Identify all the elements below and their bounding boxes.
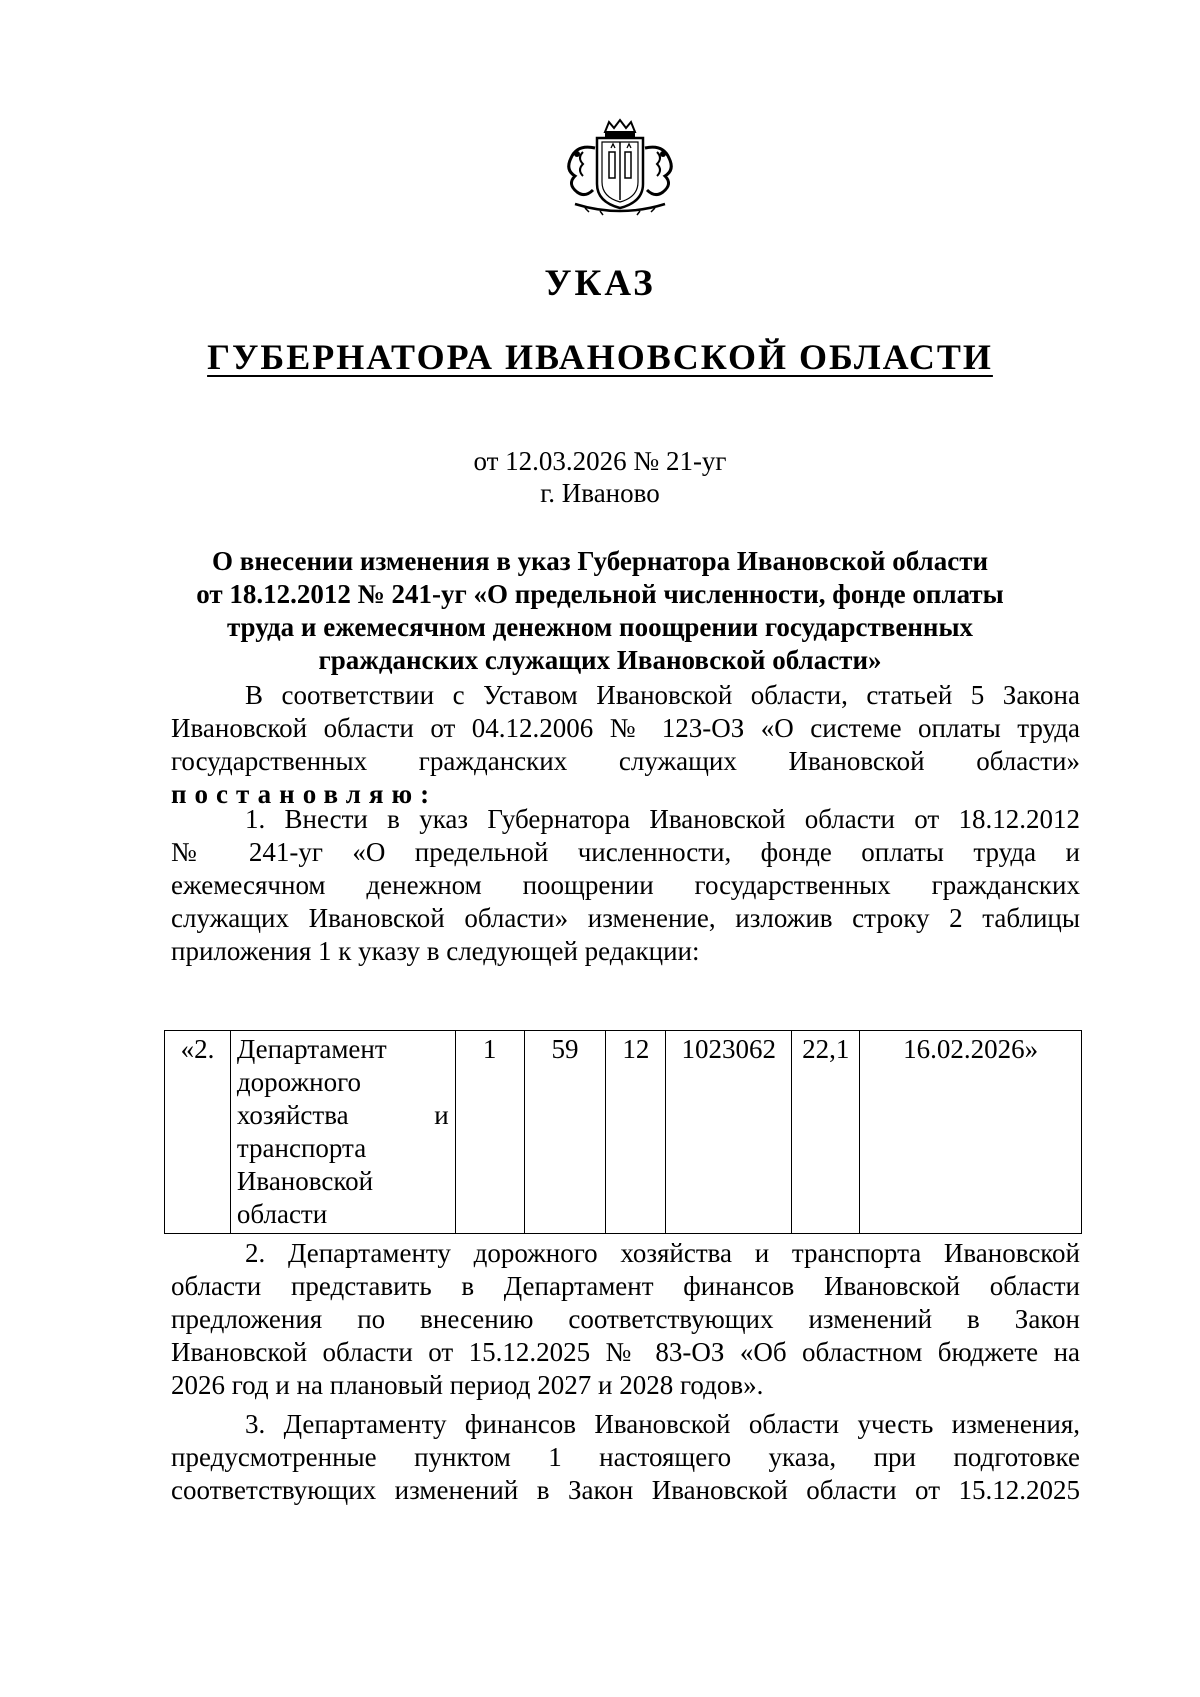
subject-line: от 18.12.2012 № 241-уг «О предельной численности, фонде оплаты: [196, 579, 1004, 609]
name-line: Департамент: [236, 1034, 387, 1064]
table-cell: 1023062: [666, 1031, 792, 1234]
item-3-line: соответствующих изменений в Закон Ивановской области от 15.12.2025: [171, 1475, 1080, 1505]
name-line: транспорта: [236, 1133, 367, 1163]
item-2-line: 2026 год и на плановый период 2027 и 2028 годов».: [171, 1370, 764, 1400]
item-1-line: 1. Внести в указ Губернатора Ивановской области от 18.12.2012: [245, 804, 1080, 834]
table-cell: 16.02.2026»: [860, 1031, 1082, 1234]
item-2-paragraph: [171, 1237, 1080, 1402]
item-1-line: служащих Ивановской области» изменение, изложив строку 2 таблицы: [171, 903, 1080, 933]
decree-date-number: от 12.03.2026 № 21-уг: [473, 446, 727, 476]
amendment-table: [164, 1030, 1082, 1234]
item-2-line: предложения по внесению соответствующих изменений в Закон: [171, 1304, 1080, 1334]
table-cell: 1: [455, 1031, 524, 1234]
item-1-line: № 241-уг «О предельной численности, фонде оплаты труда и: [171, 837, 1080, 867]
table-row: [165, 1031, 1082, 1234]
preamble-paragraph: [171, 679, 1080, 811]
item-3-line: 3. Департаменту финансов Ивановской области учесть изменения,: [245, 1409, 1080, 1439]
item-1-line: приложения 1 к указу в следующей редакции:: [171, 936, 700, 966]
table-cell: 12: [606, 1031, 666, 1234]
item-2-line: 2. Департаменту дорожного хозяйства и транспорта Ивановской: [245, 1238, 1080, 1268]
decree-word: постановляю:: [171, 779, 438, 809]
subject-line: О внесении изменения в указ Губернатора Ивановской области: [211, 546, 989, 576]
name-line: области: [236, 1199, 328, 1229]
item-3-line: предусмотренные пунктом 1 настоящего указа, при подготовке: [171, 1442, 1080, 1472]
name-line: Ивановской: [236, 1166, 374, 1196]
decree-city: г. Иваново: [540, 478, 660, 508]
coat-of-arms-emblem: [555, 118, 685, 218]
item-2-line: Ивановской области от 15.12.2025 № 83-ОЗ «Об областном бюджете на: [171, 1337, 1080, 1367]
row-number-cell: «2.: [165, 1031, 231, 1234]
table-cell: 22,1: [792, 1031, 860, 1234]
preamble-line: государственных гражданских служащих Ивановской области»: [171, 746, 1080, 776]
item-2-line: области представить в Департамент финансов Ивановской области: [171, 1271, 1080, 1301]
department-name-cell: [230, 1031, 455, 1234]
issuer-title-text: ГУБЕРНАТОРА ИВАНОВСКОЙ ОБЛАСТИ: [207, 337, 993, 377]
preamble-line: Ивановской области от 04.12.2006 № 123-ОЗ «О системе оплаты труда: [171, 713, 1080, 743]
document-type-title: УКАЗ: [544, 263, 656, 304]
table-cell: 59: [524, 1031, 606, 1234]
subject-line: гражданских служащих Ивановской области»: [318, 645, 882, 675]
decree-subject: [120, 545, 1080, 677]
item-1-line: ежемесячном денежном поощрении государственных гражданских: [171, 870, 1080, 900]
item-3-paragraph: [171, 1408, 1080, 1507]
issuer-title: [0, 336, 1200, 378]
name-line: хозяйства и: [236, 1100, 449, 1130]
name-line: дорожного: [236, 1067, 361, 1097]
subject-line: труда и ежемесячном денежном поощрении государственных: [226, 612, 974, 642]
item-1-paragraph: [171, 803, 1080, 968]
preamble-line: В соответствии с Уставом Ивановской области, статьей 5 Закона: [245, 680, 1080, 710]
